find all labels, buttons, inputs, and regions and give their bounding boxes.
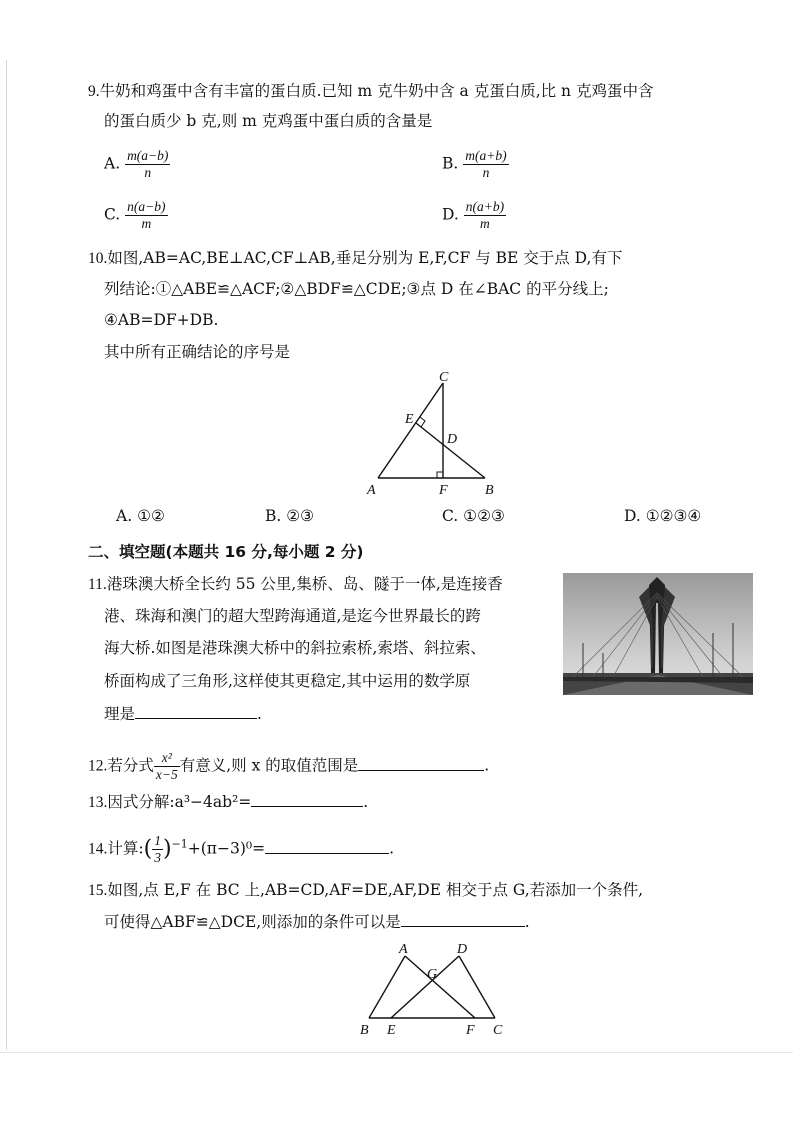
q11-text-1: 港珠澳大桥全长约 55 公里,集桥、岛、隧于一体,是连接香: [106, 575, 503, 593]
q12-fraction: [154, 750, 180, 783]
numerator: m(a+b): [465, 148, 507, 163]
bottom-rule: [0, 1052, 793, 1053]
right-angle-e: [420, 417, 425, 427]
option-label: D.: [442, 205, 459, 224]
q11-line5: [104, 703, 262, 725]
q13-text: 因式分解:a³−4ab²=: [107, 793, 252, 811]
q9-option-b[interactable]: [442, 148, 509, 181]
q12-prefix: 若分式: [107, 756, 154, 775]
q11-answer-blank[interactable]: [135, 704, 257, 719]
left-paren: (: [143, 836, 153, 862]
q10-option-a[interactable]: [116, 507, 165, 525]
option-text: ②③: [286, 507, 315, 525]
option-text: ①②③④: [645, 507, 702, 525]
q13-number: 13.: [88, 794, 108, 811]
numerator: n(a−b): [127, 199, 166, 214]
label-e: E: [387, 1023, 396, 1038]
q14-exponent: −1: [171, 837, 188, 851]
option-label: C.: [104, 205, 121, 224]
label-e: E: [405, 412, 414, 427]
q15-prefix: 可使得△ABF≌△DCE,则添加的条件可以是: [104, 913, 401, 931]
denominator: m: [480, 216, 490, 231]
label-d: D: [447, 432, 458, 447]
q11-number: 11.: [88, 576, 107, 593]
option-label: D.: [624, 507, 641, 525]
q9-line1: [88, 80, 653, 103]
q9-text-1: 牛奶和鸡蛋中含有丰富的蛋白质.已知 m 克牛奶中含 a 克蛋白质,比 n 克鸡蛋中含: [99, 82, 654, 100]
q10-text-1: 如图,AB=AC,BE⊥AC,CF⊥AB,垂足分别为 E,F,CF 与 BE 交于点 D,有下: [107, 249, 623, 267]
label-a: A: [399, 942, 408, 957]
q12-answer-blank[interactable]: [358, 756, 484, 771]
q14-fraction: [152, 833, 163, 866]
q11-line2: 港、珠海和澳门的超大型跨海通道,是迄今世界最长的跨: [104, 607, 481, 625]
fraction: [125, 148, 170, 181]
option-label: A.: [116, 507, 133, 525]
q14-prefix: 计算:: [107, 839, 144, 858]
q11-line3: 海大桥.如图是港珠澳大桥中的斜拉索桥,索塔、斜拉索、: [104, 639, 486, 657]
q15-line1: [88, 879, 643, 902]
denominator: 3: [154, 850, 161, 865]
q14-number: 14.: [88, 840, 108, 858]
bridge-photo: [563, 573, 753, 695]
label-c: C: [439, 370, 449, 385]
q10-line4: 其中所有正确结论的序号是: [104, 343, 291, 361]
option-label: C.: [442, 507, 459, 525]
q10-triangle-figure: [360, 370, 510, 500]
label-f: F: [439, 483, 448, 498]
q10-line2: 列结论:①△ABE≌△ACF;②△BDF≌△CDE;③点 D 在∠BAC 的平分线上;: [104, 280, 609, 298]
q12-middle: 有意义,则 x 的取值范围是: [179, 756, 359, 775]
label-b: B: [360, 1023, 369, 1038]
q15-line2: [104, 911, 530, 933]
q14-answer-blank[interactable]: [265, 839, 389, 854]
q15-number: 15.: [88, 882, 108, 899]
q9-line2: 的蛋白质少 b 克,则 m 克鸡蛋中蛋白质的含量是: [104, 112, 433, 130]
q15-text-1: 如图,点 E,F 在 BC 上,AB=CD,AF=DE,AF,DE 相交于点 G,若添加一个条件,: [107, 881, 644, 899]
q11-line1: [88, 573, 503, 596]
q13-line: [88, 791, 368, 814]
segment-ac: [378, 383, 443, 478]
q14-rest: +(π−3)⁰=: [187, 839, 266, 858]
fraction: [464, 199, 506, 232]
q14-suffix: .: [389, 839, 395, 858]
q9-option-c[interactable]: [104, 199, 168, 232]
section-title: 二、填空题(本题共 16 分,每小题 2 分): [88, 543, 364, 561]
q12-suffix: .: [484, 756, 490, 775]
q11-suffix: .: [257, 705, 262, 723]
q9-number: 9.: [88, 83, 100, 100]
option-label: B.: [265, 507, 282, 525]
label-a: A: [367, 483, 376, 498]
fraction: [463, 148, 508, 181]
numerator: x²: [154, 750, 180, 767]
q10-line1: [88, 247, 622, 270]
q12-line: [88, 750, 489, 783]
denominator: x−5: [155, 767, 178, 782]
q11-prefix: 理是: [104, 705, 136, 723]
q11-line4: 桥面构成了三角形,这样使其更稳定,其中运用的数学原: [104, 672, 471, 690]
q15-answer-blank[interactable]: [401, 912, 525, 927]
q10-option-d[interactable]: [624, 507, 701, 525]
q15-figure: [355, 940, 515, 1040]
denominator: n: [482, 165, 490, 180]
denominator: m: [141, 216, 152, 231]
numerator: 1: [154, 833, 161, 848]
q9-option-d[interactable]: [442, 199, 506, 232]
q13-answer-blank[interactable]: [251, 792, 363, 807]
numerator: n(a+b): [465, 199, 505, 214]
option-label: A.: [104, 154, 121, 173]
q14-line: [88, 833, 394, 866]
denominator: n: [144, 165, 152, 180]
q12-number: 12.: [88, 757, 108, 775]
q15-suffix: .: [524, 913, 530, 931]
q10-line3: ④AB=DF+DB.: [104, 311, 219, 329]
q10-option-b[interactable]: [265, 507, 314, 525]
segment-de: [391, 956, 459, 1018]
label-c: C: [493, 1023, 503, 1038]
label-b: B: [485, 483, 494, 498]
q9-option-a[interactable]: [104, 148, 170, 181]
q13-suffix: .: [363, 793, 369, 811]
option-text: ①②③: [463, 507, 505, 525]
label-g: G: [427, 967, 438, 982]
right-angle-f: [437, 472, 443, 478]
segment-ab: [369, 956, 405, 1018]
right-paren: ): [162, 836, 172, 862]
option-label: B.: [442, 154, 459, 173]
q10-option-c[interactable]: [442, 507, 505, 525]
left-margin-rule: [6, 60, 7, 1050]
label-f: F: [466, 1023, 475, 1038]
label-d: D: [457, 942, 468, 957]
option-text: ①②: [137, 507, 165, 525]
fraction: [125, 199, 167, 232]
q10-number: 10.: [88, 250, 108, 267]
numerator: m(a−b): [127, 148, 169, 163]
